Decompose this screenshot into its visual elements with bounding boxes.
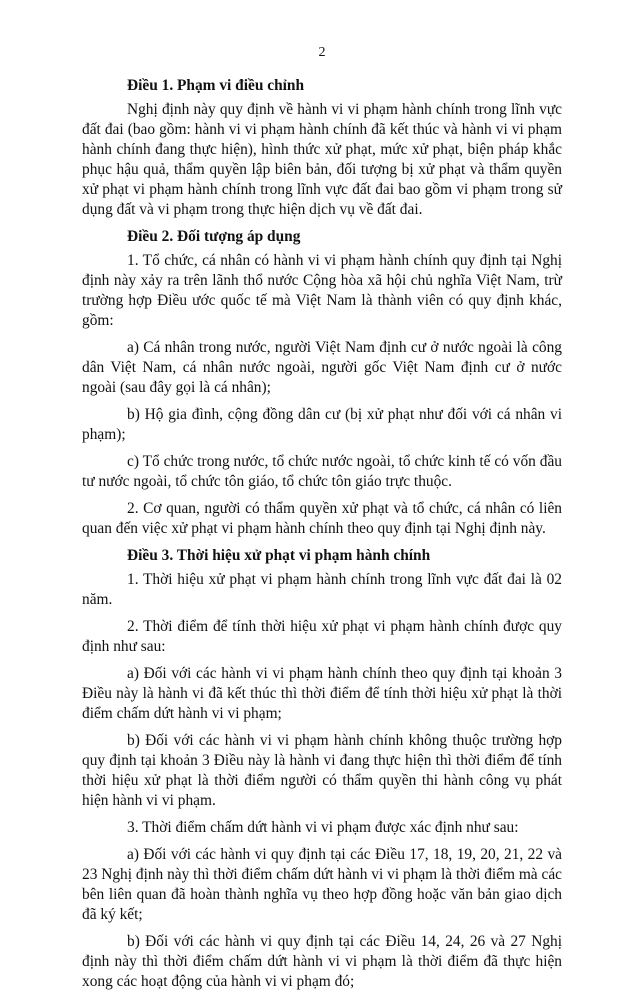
article-heading: Điều 3. Thời hiệu xử phạt vi phạm hành chính	[127, 547, 431, 564]
body-paragraph: a) Cá nhân trong nước, người Việt Nam định cư ở nước ngoài là công dân Việt Nam, cá nhân nước ngoài, người gốc Việt Nam định cư ở nước ngoài (sau đây gọi là cá nhân);	[82, 339, 562, 396]
page-number: 2	[318, 45, 326, 60]
body-paragraph: 1. Tổ chức, cá nhân có hành vi vi phạm hành chính quy định tại Nghị định này xảy ra trên lãnh thổ nước Cộng hòa xã hội chủ nghĩa Việt Nam, trừ trường hợp Điều ước quốc tế mà Việt Nam là thành viên có quy định khác, gồm:	[82, 252, 562, 329]
document-body	[82, 76, 562, 992]
body-paragraph: b) Hộ gia đình, cộng đồng dân cư (bị xử phạt như đối với cá nhân vi phạm);	[82, 406, 562, 443]
body-paragraph: 3. Thời điểm chấm dứt hành vi vi phạm được xác định như sau:	[127, 819, 519, 836]
body-paragraph: a) Đối với các hành vi vi phạm hành chính theo quy định tại khoản 3 Điều này là hành vi đã kết thúc thì thời điểm để tính thời hiệu xử phạt là thời điểm chấm dứt hành vi vi phạm;	[82, 665, 562, 722]
body-paragraph: Nghị định này quy định về hành vi vi phạm hành chính trong lĩnh vực đất đai (bao gồm: hành vi vi phạm hành chính đã kết thúc và hành vi vi phạm hành chính đang thực hiện), hình thức xử phạt, mức xử phạt, biện pháp khắc phục hậu quả, thẩm quyền lập biên bản, đối tượng bị xử phạt và thẩm quyền xử phạt vi phạm hành chính trong lĩnh vực đất đai bao gồm vi phạm trong sử dụng đất và vi phạm trong thực hiện dịch vụ về đất đai.	[82, 101, 562, 218]
article-heading: Điều 2. Đối tượng áp dụng	[127, 228, 301, 245]
body-paragraph: 2. Thời điểm để tính thời hiệu xử phạt vi phạm hành chính được quy định như sau:	[82, 618, 562, 655]
body-paragraph: 1. Thời hiệu xử phạt vi phạm hành chính trong lĩnh vực đất đai là 02 năm.	[82, 571, 562, 608]
article-heading: Điều 1. Phạm vi điều chỉnh	[127, 77, 305, 94]
body-paragraph: b) Đối với các hành vi quy định tại các Điều 14, 24, 26 và 27 Nghị định này thì thời điểm chấm dứt hành vi vi phạm là thời điểm đã thực hiện xong các hoạt động của hành vi vi phạm đó;	[82, 933, 562, 990]
body-paragraph: c) Tổ chức trong nước, tổ chức nước ngoài, tổ chức kinh tế có vốn đầu tư nước ngoài, tổ chức tôn giáo, tổ chức tôn giáo trực thuộc.	[82, 453, 562, 490]
body-paragraph: a) Đối với các hành vi quy định tại các Điều 17, 18, 19, 20, 21, 22 và 23 Nghị định này thì thời điểm chấm dứt hành vi vi phạm là thời điểm mà các bên liên quan đã hoàn thành nghĩa vụ theo hợp đồng hoặc văn bản giao dịch đã ký kết;	[82, 846, 562, 923]
body-paragraph: 2. Cơ quan, người có thẩm quyền xử phạt và tổ chức, cá nhân có liên quan đến việc xử phạt vi phạm hành chính theo quy định tại Nghị định này.	[82, 500, 562, 537]
body-paragraph: b) Đối với các hành vi vi phạm hành chính không thuộc trường hợp quy định tại khoản 3 Điều này là hành vi đang thực hiện thì thời điểm để tính thời hiệu xử phạt là thời điểm người có thẩm quyền thi hành công vụ phát hiện hành vi vi phạm.	[82, 732, 562, 809]
